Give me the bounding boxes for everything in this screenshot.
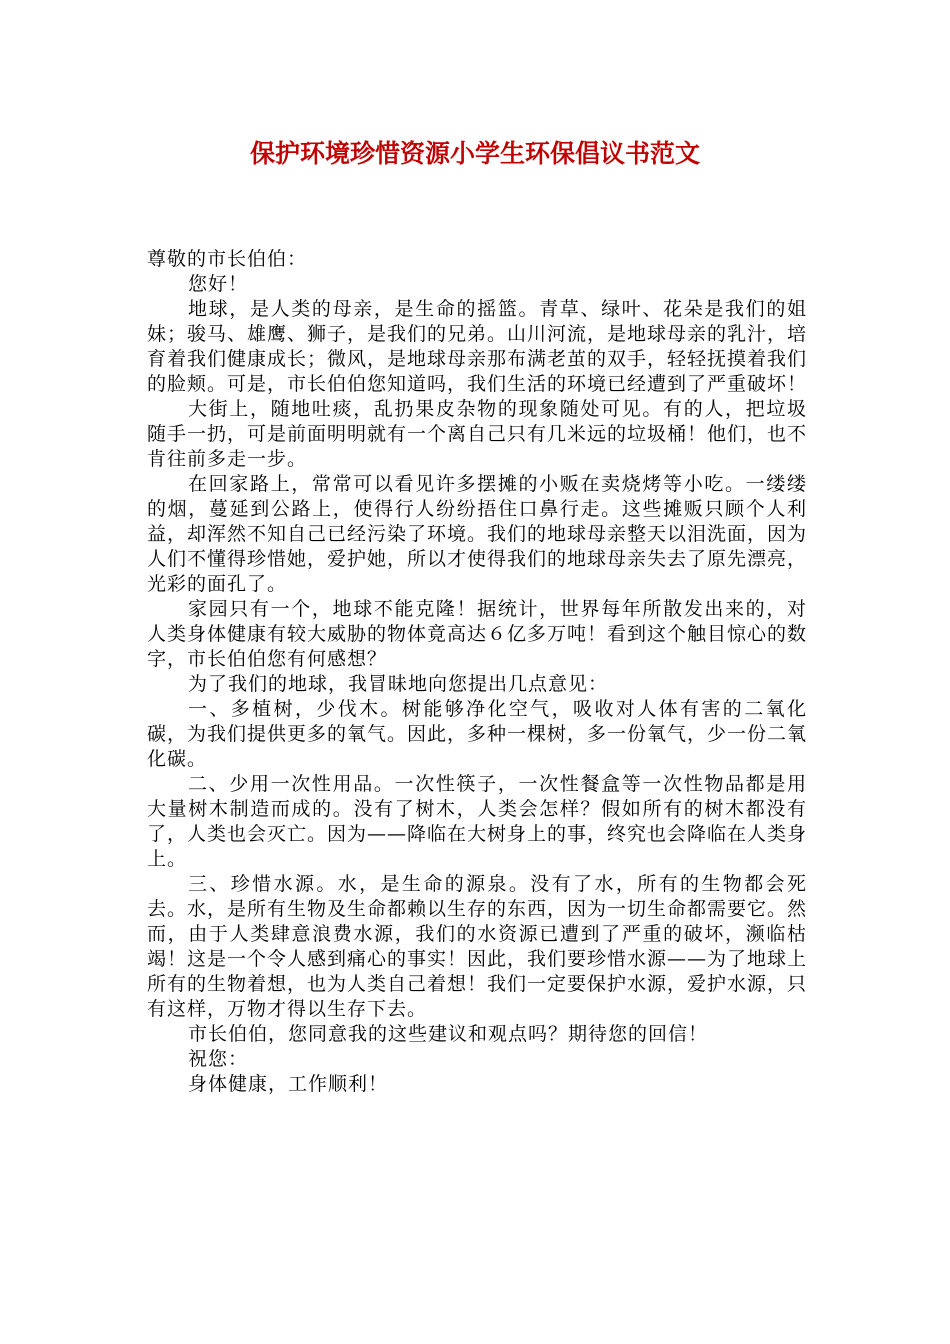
paragraph-suggestion-disposables: 二、少用一次性用品。一次性筷子，一次性餐盒等一次性物品都是用大量树木制造而成的。没有了树木，人类会怎样？假如所有的树木都没有了，人类也会灭亡。因为——降临在大树身上的事，终究也会降临在人类身上。 bbox=[147, 773, 808, 870]
paragraph-closing-question: 市长伯伯，您同意我的这些建议和观点吗？期待您的回信！ bbox=[188, 1023, 709, 1045]
paragraph-wish-intro: 祝您： bbox=[188, 1048, 249, 1070]
paragraph-suggestions-intro: 为了我们的地球，我冒昧地向您提出几点意见： bbox=[188, 673, 609, 695]
paragraph-street-litter: 大街上，随地吐痰，乱扔果皮杂物的现象随处可见。有的人，把垃圾随手一扔，可是前面明明就有一个离自己只有几米远的垃圾桶！他们，也不肯往前多走一步。 bbox=[147, 398, 808, 470]
document-title: 保护环境珍惜资源小学生环保倡议书范文 bbox=[249, 139, 700, 168]
paragraph-statistics: 家园只有一个，地球不能克隆！据统计，世界每年所散发出来的，对人类身体健康有较大威胁的物体竟高达６亿多万吨！看到这个触目惊心的数字，市长伯伯您有何感想？ bbox=[147, 598, 808, 670]
paragraph-earth-mother: 地球，是人类的母亲，是生命的摇篮。青草、绿叶、花朵是我们的姐妹；骏马、雄鹰、狮子，是我们的兄弟。山川河流，是地球母亲的乳汁，培育着我们健康成长；微风，是地球母亲那布满老茧的双手，轻轻抚摸着我们的脸颊。可是，市长伯伯您知道吗，我们生活的环境已经遭到了严重破坏！ bbox=[147, 298, 808, 395]
paragraph-suggestion-water: 三、珍惜水源。水，是生命的源泉。没有了水，所有的生物都会死去。水，是所有生物及生命都赖以生存的东西，因为一切生命都需要它。然而，由于人类肆意浪费水源，我们的水资源已遭到了严重的破坏，濒临枯竭！这是一个令人感到痛心的事实！因此，我们要珍惜水源——为了地球上所有的生物着想，也为人类自己着想！我们一定要保护水源，爱护水源，只有这样，万物才得以生存下去。 bbox=[147, 873, 808, 1020]
paragraph-vendors-smoke: 在回家路上，常常可以看见许多摆摊的小贩在卖烧烤等小吃。一缕缕的烟，蔓延到公路上，使得行人纷纷捂住口鼻行走。这些摊贩只顾个人利益，却浑然不知自己已经污染了环境。我们的地球母亲整天以泪洗面，因为人们不懂得珍惜她，爱护她，所以才使得我们的地球母亲失去了原先漂亮，光彩的面孔了。 bbox=[147, 473, 808, 595]
paragraph-suggestion-trees: 一、多植树，少伐木。树能够净化空气，吸收对人体有害的二氧化碳，为我们提供更多的氧气。因此，多种一棵树，多一份氧气，少一份二氧化碳。 bbox=[147, 698, 808, 770]
paragraph-wish: 身体健康，工作顺利！ bbox=[188, 1073, 389, 1095]
salutation: 尊敬的市长伯伯： bbox=[147, 248, 308, 270]
letter-body bbox=[147, 247, 807, 1097]
paragraph-greeting: 您好！ bbox=[188, 273, 249, 295]
